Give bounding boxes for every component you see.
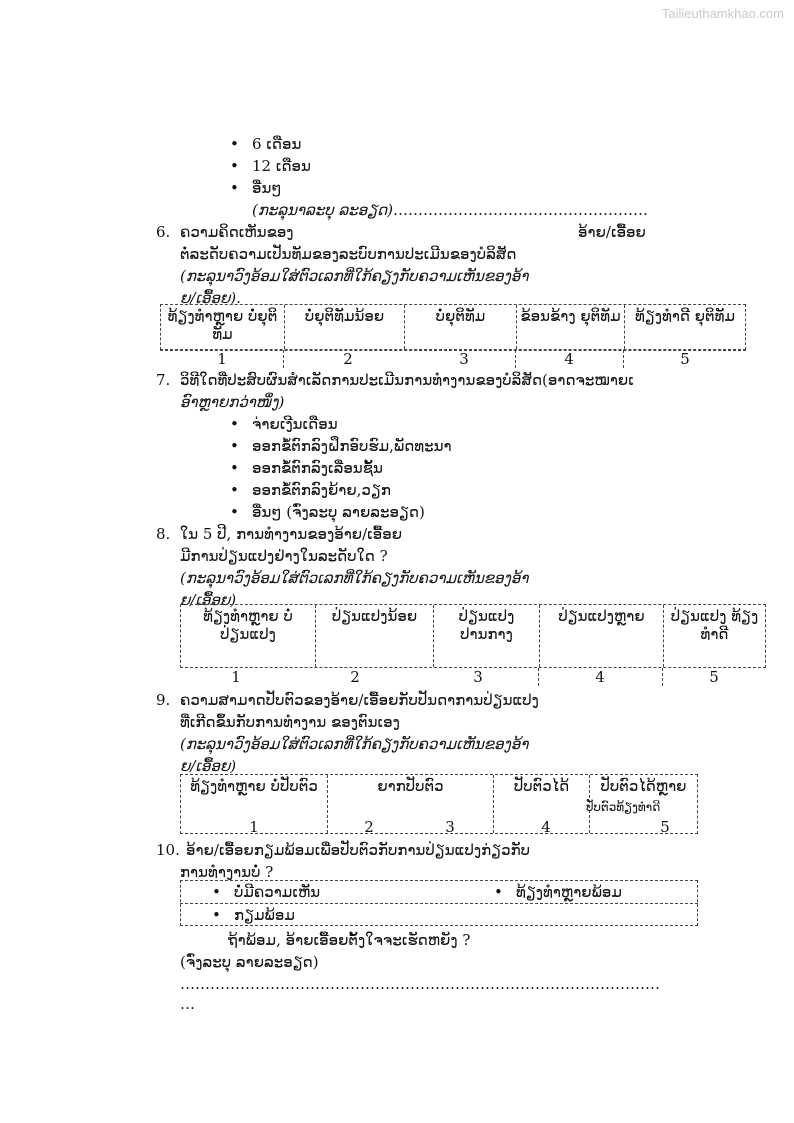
q10-options-divider (180, 903, 698, 904)
q9-header-4: ປັບຕົວໄດ້ຫຼາຍ (589, 775, 697, 833)
q6-scale-sep-3 (623, 350, 624, 368)
q10-answer-line-2[interactable]: … (180, 995, 195, 1013)
q6-line1: ຄວາມຄິດເຫັນຂອງ (180, 223, 294, 241)
q6-scale-4[interactable]: 4 (564, 350, 574, 368)
q9-header-2: ຍາກປັບຕົວ (327, 775, 493, 833)
q9-instruction: (ກະລຸນາວົງອ້ອມໃສ່ຕົວເລກທີ່ໃກ້ຄຽງກັບຄວາມເຫັນຂອງອ້າ (180, 735, 529, 753)
q9-scale-3[interactable]: 3 (445, 818, 455, 836)
q5-option-6-months: • 6 ເດືອນ (252, 134, 301, 154)
q6-scale-sep-1 (283, 350, 284, 368)
q8-number: 8. (156, 525, 171, 543)
q8-header-3: ປ່ຽນແປງປານກາງ (433, 605, 539, 667)
q10-option-very-ready[interactable]: • ທ້ຽງທໍາຫຼາຍພ້ອມ (516, 882, 622, 902)
q7-number: 7. (156, 371, 171, 389)
q6-header-2: ບໍ່ຍຸຕິທັມນ້ອຍ (284, 305, 404, 349)
q8-line2: ມີການປ່ຽນແປງຢ່າງໃນລະດັບໃດ ? (180, 547, 388, 565)
q7-option-2: • ອອກຂໍ້ຕົກລົງຝຶກອົບຮົມ,ພັດທະນາ (252, 436, 452, 456)
q8-header-1: ທ້ຽງທໍາຫຼາຍ ບໍ່ປ່ຽນແປງ (203, 607, 293, 643)
q6-number: 6. (156, 223, 171, 241)
q6-scale-3[interactable]: 3 (459, 350, 469, 368)
q6-line1-pronoun: ອ້າຍ/ເອື້ອຍ (578, 223, 646, 241)
q10-specify: (ຈົ່ງລະບຸ ລາຍລະອຽດ) (180, 953, 319, 971)
q6-scale-1[interactable]: 1 (217, 350, 227, 368)
q5-option-other: • ອື່ນໆ (252, 178, 281, 198)
q6-header-4: ຂ້ອນຂ້າງ ຍຸຕິທັມ (516, 305, 624, 349)
q7-line2: ອົາຫຼາຍກວ່າໜຶ່ງ) (180, 393, 285, 411)
q9-header-3: ປັບຕົວໄດ້ (493, 775, 589, 833)
q8-header-5: ປ່ຽນແປງ ທ້ຽງທໍາດີ (663, 605, 765, 667)
q8-line1: ໃນ 5 ປີ, ການທໍາງານຂອງອ້າຍ/ເອື້ອຍ (180, 525, 403, 543)
q9-header-5: ປັບຕົວທ້ຽງທໍາດີ (586, 800, 661, 814)
q8-scale-4[interactable]: 4 (595, 668, 605, 686)
q7-option-4: • ອອກຂໍ້ຕົກລົງຍ້າຍ,ວຽກ (252, 480, 391, 500)
q8-scale-1[interactable]: 1 (231, 668, 241, 686)
q9-number: 9. (156, 691, 171, 709)
q9-scale-4[interactable]: 4 (541, 818, 551, 836)
q8-header-2: ປ່ຽນແປງນ້ອຍ (315, 605, 433, 667)
q6-scale-2[interactable]: 2 (343, 350, 353, 368)
q6-header-5: ທ້ຽງທໍາດີ ຍຸຕິທັມ (624, 305, 745, 349)
q8-header-4: ປ່ຽນແປງຫຼາຍ (539, 605, 663, 667)
q9-scale-1[interactable]: 1 (249, 818, 259, 836)
q6-instruction-cont: ຍ/ເອື້ອຍ). (180, 289, 241, 307)
q8-scale-sep-2 (662, 668, 663, 686)
q10-answer-line[interactable]: …………………………………………………………………………………… (180, 975, 660, 993)
q6-scale-table (160, 304, 746, 350)
q6-line2: ຕໍ່ລະດັບຄວາມເປັນທັມຂອງລະບົບການປະເມີນຂອງບໍລິສັດ (180, 245, 517, 263)
q10-followup: ຖ້າພ້ອມ, ອ້າຍເອື້ອຍຕັ້ງໃຈຈະເຮັດຫຍັງ ? (228, 931, 471, 949)
q7-option-1: • ຈ່າຍເງີນເດືອນ (252, 414, 338, 434)
q10-option-ready[interactable]: • ກຽມພ້ອມ (234, 905, 295, 925)
q9-instruction-cont: ຍ/ເອື້ອຍ) (180, 757, 237, 775)
q8-scale-table (180, 604, 766, 668)
q8-instruction: (ກະລຸນາວົງອ້ອມໃສ່ຕົວເລກທີ່ໃກ້ຄຽງກັບຄວາມເຫັນຂອງອ້າ (180, 569, 529, 587)
q8-instruction-cont: ຍ/ເອື້ອຍ) (180, 591, 237, 609)
watermark: Tailieuthamkhao.com (661, 6, 784, 21)
q6-scale-sep-2 (515, 350, 516, 368)
q8-scale-5[interactable]: 5 (709, 668, 719, 686)
q5-option-12-months: • 12 ເດືອນ (252, 156, 311, 176)
q10-number: 10. (156, 841, 180, 859)
q9-scale-2[interactable]: 2 (364, 818, 374, 836)
q7-option-3: • ອອກຂໍ້ຕົກລົງເລື່ອນຊັ້ນ (252, 458, 383, 478)
q10-line2: ການທໍາງານບໍ່ ? (180, 863, 274, 881)
q9-scale-5[interactable]: 5 (660, 818, 670, 836)
q6-header-1: ທ້ຽງທໍາຫຼາຍ ບໍ່ຍຸຕິທັມ (167, 307, 278, 343)
q6-scale-5[interactable]: 5 (680, 350, 690, 368)
q5-specify: (ກະລຸນາລະບຸ ລະອຽດ)…………………………………………… (252, 201, 649, 219)
q7-option-5: • ອື່ນໆ (ຈົ່ງລະບຸ ລາຍລະອຽດ) (252, 502, 425, 522)
q10-option-no-opinion[interactable]: • ບໍ່ມີຄວາມເຫັນ (234, 882, 320, 902)
q6-instruction: (ກະລຸນາວົງອ້ອມໃສ່ຕົວເລກທີ່ໃກ້ຄຽງກັບຄວາມເຫັນຂອງອ້າ (180, 267, 529, 285)
q8-scale-2[interactable]: 2 (350, 668, 360, 686)
q6-header-3: ບໍ່ຍຸຕິທັມ (404, 305, 516, 349)
q7-line1: ວິທີໃດທີ່ປະສົບຜົນສໍາເລັດການປະເມີນການທໍາງານຂອງບໍລິສັດ(ອາດຈະໝາຍເ (180, 371, 634, 389)
q8-scale-sep-1 (538, 668, 539, 686)
q10-line1: ອ້າຍ/ເອື້ອຍກຽມພ້ອມເພື່ອປັບຕົວກັບການປ່ຽນແປງກ່ຽວກັບ (186, 841, 531, 859)
q9-line1: ຄວາມສາມາດປັບຕົວຂອງອ້າຍ/ເອື້ອຍກັບປັນດາການປ່ຽນແປງ (180, 691, 539, 709)
q9-header-1: ທ້ຽງທໍາຫຼາຍ ບໍ່ປັບຕົວ (190, 777, 318, 795)
q9-line2: ທີ່ເກີດຂຶ້ນກັບການທໍາງານ ຂອງຕົນເອງ (180, 713, 400, 731)
q8-scale-3[interactable]: 3 (473, 668, 483, 686)
